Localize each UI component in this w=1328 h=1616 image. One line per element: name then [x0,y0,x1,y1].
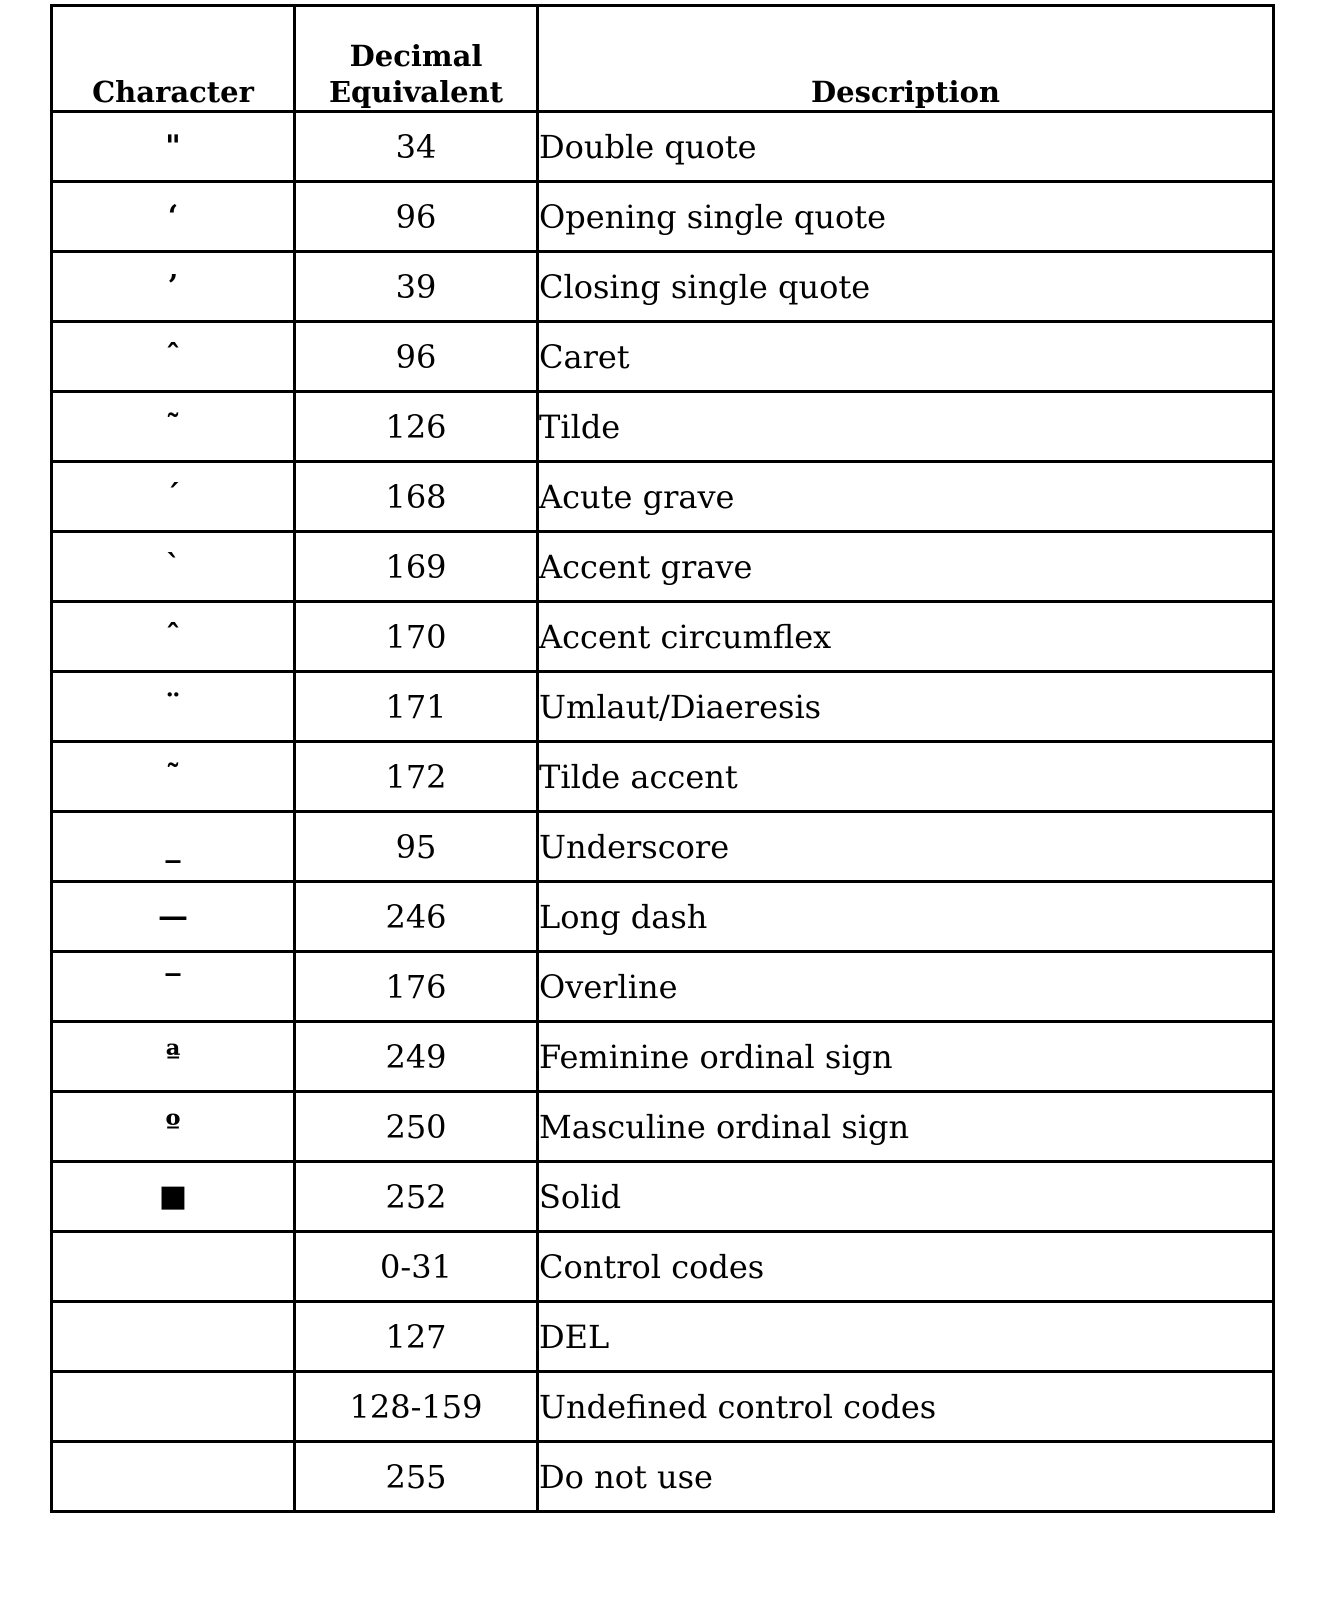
description-cell: Tilde accent [538,742,1274,812]
table-row [52,532,1274,602]
character-cell [52,1442,295,1512]
character-cell: ˆ [52,322,295,392]
description-cell: Accent grave [538,532,1274,602]
header-description-label: Description [811,75,1000,109]
header-decimal-equivalent [295,6,538,112]
character-cell: º [52,1092,295,1162]
decimal-cell: 96 [295,322,538,392]
character-cell: ■ [52,1162,295,1232]
character-cell: ˜ [52,392,295,462]
table-row [52,952,1274,1022]
table-row [52,1302,1274,1372]
description-cell: Closing single quote [538,252,1274,322]
header-description [538,6,1274,112]
character-cell: ’ [52,252,295,322]
table-row [52,1442,1274,1512]
table-row [52,392,1274,462]
character-cell: ˆ [52,602,295,672]
table-row [52,322,1274,392]
character-cell: ´ [52,462,295,532]
header-decimal-line2: Equivalent [328,75,504,109]
decimal-cell: 95 [295,812,538,882]
character-cell: ‾ [52,952,295,1022]
character-cell: ˜ [52,742,295,812]
table-row [52,1372,1274,1442]
decimal-cell: 252 [295,1162,538,1232]
description-cell: Double quote [538,112,1274,182]
description-cell: Long dash [538,882,1274,952]
decimal-cell: 34 [295,112,538,182]
decimal-cell: 246 [295,882,538,952]
table-row [52,882,1274,952]
header-character [52,6,295,112]
decimal-cell: 255 [295,1442,538,1512]
decimal-cell: 250 [295,1092,538,1162]
description-cell: Caret [538,322,1274,392]
decimal-cell: 127 [295,1302,538,1372]
description-cell: Feminine ordinal sign [538,1022,1274,1092]
decimal-cell: 171 [295,672,538,742]
table-row [52,182,1274,252]
decimal-cell: 169 [295,532,538,602]
decimal-cell: 249 [295,1022,538,1092]
decimal-cell: 170 [295,602,538,672]
description-cell: Underscore [538,812,1274,882]
description-cell: Accent circumflex [538,602,1274,672]
character-cell: ‘ [52,182,295,252]
header-character-label: Character [92,75,254,109]
decimal-cell: 39 [295,252,538,322]
decimal-cell: 168 [295,462,538,532]
decimal-cell: 128-159 [295,1372,538,1442]
character-table [50,4,1275,1513]
character-cell [52,1302,295,1372]
character-cell: — [52,882,295,952]
character-cell: ` [52,532,295,602]
decimal-cell: 126 [295,392,538,462]
description-cell: Tilde [538,392,1274,462]
table-row [52,812,1274,882]
table-body [52,112,1274,1512]
description-cell: Overline [538,952,1274,1022]
table-row [52,1022,1274,1092]
description-cell: Control codes [538,1232,1274,1302]
header-decimal-line1: Decimal [349,39,483,73]
description-cell: Solid [538,1162,1274,1232]
header-row [52,6,1274,112]
table-row [52,1162,1274,1232]
table-row [52,672,1274,742]
character-cell: " [52,112,295,182]
description-cell: Acute grave [538,462,1274,532]
description-cell: Masculine ordinal sign [538,1092,1274,1162]
decimal-cell: 0-31 [295,1232,538,1302]
character-cell: ª [52,1022,295,1092]
decimal-cell: 96 [295,182,538,252]
table-row [52,602,1274,672]
character-cell: ¨ [52,672,295,742]
description-cell: Opening single quote [538,182,1274,252]
character-cell [52,1232,295,1302]
description-cell: Do not use [538,1442,1274,1512]
table-row [52,252,1274,322]
table-row [52,1092,1274,1162]
decimal-cell: 172 [295,742,538,812]
description-cell: Umlaut/Diaeresis [538,672,1274,742]
description-cell: Undefined control codes [538,1372,1274,1442]
table-row [52,742,1274,812]
table-header [52,6,1274,112]
character-cell: _ [52,812,295,882]
description-cell: DEL [538,1302,1274,1372]
table-row [52,1232,1274,1302]
table-row [52,112,1274,182]
table-row [52,462,1274,532]
character-cell [52,1372,295,1442]
decimal-cell: 176 [295,952,538,1022]
